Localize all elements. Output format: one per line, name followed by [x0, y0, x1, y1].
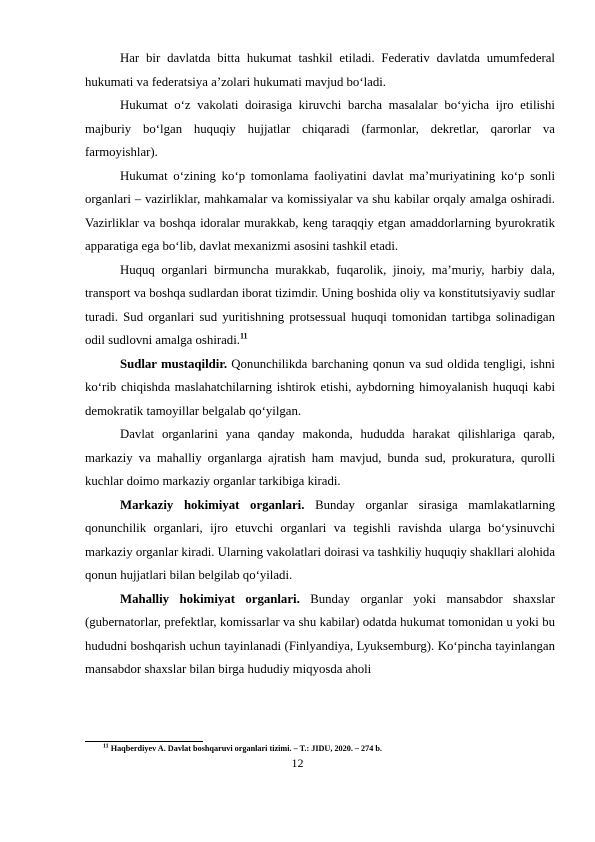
paragraph-text: Bunday organlar yoki mansabdor shaxslar (gubernatorlar, prefektlar, komissarlar va shu kabilar) odatda hukumat tomonidan u yoki bu hududni boshqarish uchun tayinlanadi (Finlyandiya, Lyuksemburg). Ko‘pincha tayinlangan mansabdor shaxslar bilan birga hududiy miqyosda aholi	[85, 591, 555, 676]
page-number: 12	[291, 756, 304, 770]
paragraph-text: Bunday organlar sirasiga mamlakatlarning qonunchilik organlari, ijro etuvchi organlari va tegishli ravishda ularga bo‘ysinuvchi markaziy organlar kiradi. Ularning vakolatlari doirasi va tashkiliy huquqiy shakllari alohida qonun hujjatlari bilan belgilab qo‘yiladi.	[85, 497, 556, 582]
body-text	[85, 47, 555, 682]
paragraph-text: Qonunchilikda barchaning qonun va sud oldida tengligi, ishni ko‘rib chiqishda maslahatchilarning ishtirok etishi, aybdorning himoyalanish huquqi kabi demokratik tamoyillar belgalab qo‘yilgan.	[85, 356, 555, 418]
paragraph-6	[85, 423, 555, 494]
paragraph-7	[85, 494, 555, 588]
footnote-divider	[85, 741, 203, 742]
paragraph-1	[85, 47, 555, 94]
paragraph-text: Har bir davlatda bitta hukumat tashkil etiladi. Federativ davlatda umumfederal hukumati va federatsiya a’zolari hukumati mavjud bo‘ladi.	[85, 51, 555, 89]
footnote	[103, 743, 382, 754]
paragraph-8	[85, 588, 555, 682]
paragraph-text: Davlat organlarini yana qanday makonda, hududda harakat qilishlariga qarab, markaziy va mahalliy organlarga ajratish ham mavjud, bunda sud, prokuratura, qurolli kuchlar doimo markaziy organlar tarkibiga kiradi.	[85, 427, 555, 488]
footnote-number: 11	[103, 743, 109, 750]
footnote-text: Haqberdiyev A. Davlat boshqaruvi organlari tizimi. – T.: JIDU, 2020. – 274 b.	[108, 744, 382, 753]
paragraph-4	[85, 259, 555, 353]
paragraph-5	[85, 353, 555, 424]
paragraph-lead: Mahalliy hokimiyat organlari.	[120, 591, 300, 606]
paragraph-lead: Sudlar mustaqildir.	[120, 356, 228, 371]
paragraph-text: Hukumat o‘z vakolati doirasiga kiruvchi barcha masalalar bo‘yicha ijro etilishi majburiy bo‘lgan huquqiy hujjatlar chiqaradi (farmonlar, dekretlar, qarorlar va farmoyishlar).	[85, 98, 555, 159]
paragraph-2	[85, 94, 555, 165]
paragraph-3	[85, 165, 555, 259]
footnote-reference: 11	[239, 331, 248, 341]
paragraph-text: Hukumat o‘zining ko‘p tomonlama faoliyatini davlat ma’muriyatining ko‘p sonli organlari – vazirliklar, mahkamalar va komissiyalar va shu kabilar orqaly amalga oshiradi. Vazirliklar va boshqa idoralar murakkab, keng taraqqiy etgan amaddorlarning byurokratik apparatiga ega bo‘lib, davlat mexanizmi asosini tashkil etadi.	[85, 168, 555, 253]
paragraph-text: Huquq organlari birmuncha murakkab, fuqarolik, jinoiy, ma’muriy, harbiy dala, transport va boshqa sudlardan iborat tizimdir. Uning boshida oliy va konstitutsiyaviy sudlar turadi. Sud organlari sud yuritishning protsessual huquqi tomonidan tartibga solinadigan odil sudlovni amalga oshiradi.	[85, 262, 555, 347]
paragraph-lead: Markaziy hokimiyat organlari.	[120, 497, 305, 512]
